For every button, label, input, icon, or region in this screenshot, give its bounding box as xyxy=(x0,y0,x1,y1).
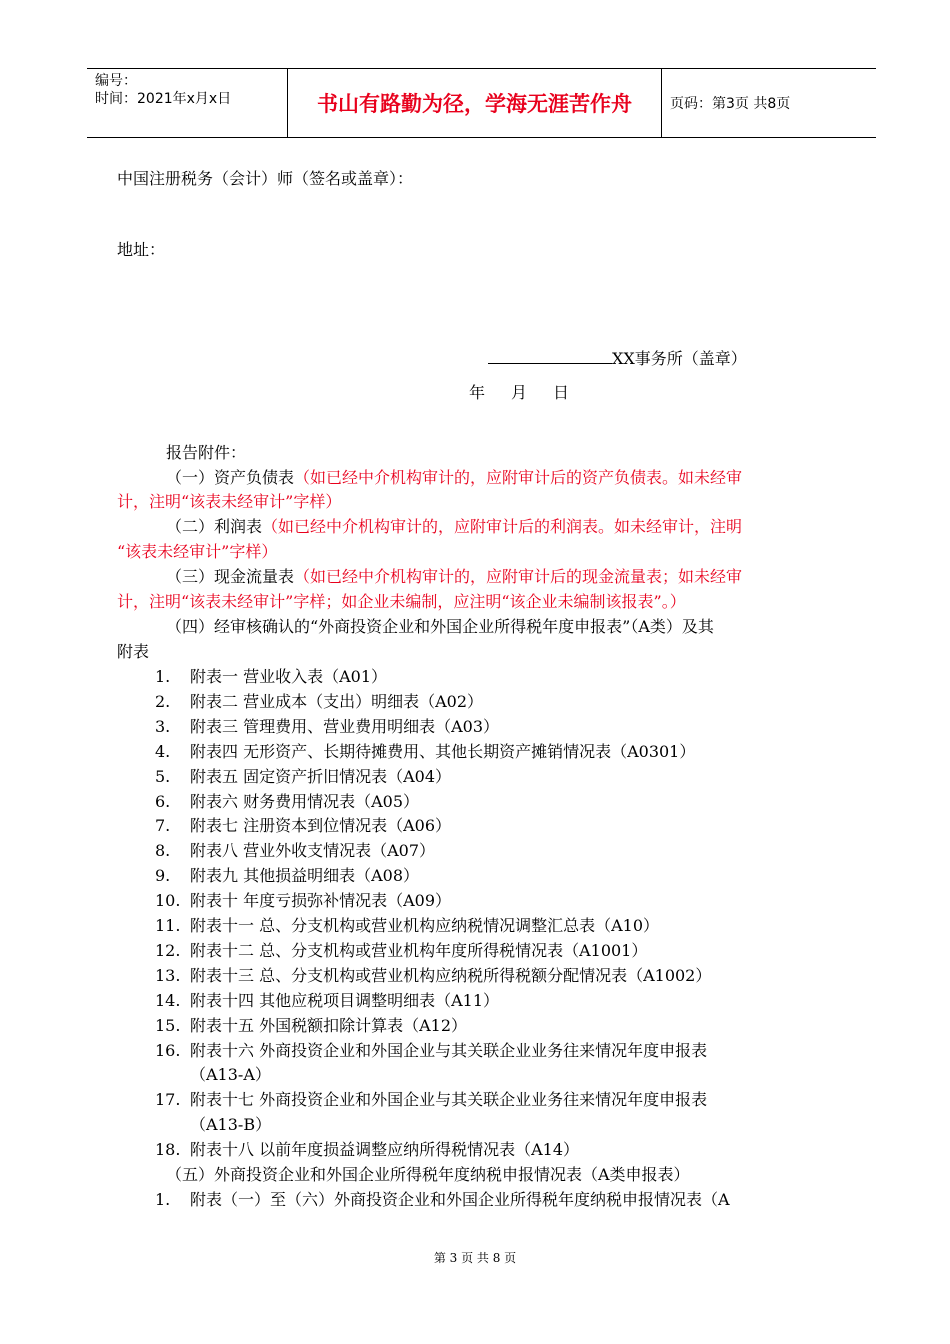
attachment-1-line2: 计，注明“该表未经审计”字样） xyxy=(117,492,342,511)
signature-underline xyxy=(488,347,612,364)
firm-seal-line xyxy=(488,347,747,369)
attachment-3-note: （如已经中介机构审计的，应附审计后的现金流量表；如未经审 xyxy=(294,567,743,586)
list-item xyxy=(155,1090,707,1110)
list-item-text: 附表十一 总、分支机构或营业机构应纳税情况调整汇总表（A10） xyxy=(190,916,660,935)
date-year: 年 xyxy=(469,383,486,402)
list-item xyxy=(155,1041,707,1061)
list-item-text: 附表十 年度亏损弥补情况表（A09） xyxy=(190,891,452,911)
list-item-number: 18. xyxy=(155,1140,181,1160)
attachment-3-line2: 计，注明“该表未经审计”字样；如企业未编制，应注明“该企业未编制该报表”。） xyxy=(117,592,686,611)
attachment-1-note: （如已经中介机构审计的，应附审计后的资产负债表。如未经审 xyxy=(294,468,743,487)
date-day: 日 xyxy=(553,383,570,402)
firm-label: XX事务所（盖章） xyxy=(612,349,747,368)
page-header xyxy=(87,68,876,138)
list-item-text: 附表九 其他损益明细表（A08） xyxy=(190,866,420,886)
list-item-text: 附表五 固定资产折旧情况表（A04） xyxy=(190,766,452,786)
list-item xyxy=(155,816,451,836)
list-item xyxy=(155,767,451,787)
page-footer: 第 3 页 共 8 页 xyxy=(433,1251,517,1265)
list-item-number: 1. xyxy=(155,667,171,686)
list-item xyxy=(155,866,419,886)
list-item-number: 16. xyxy=(155,1040,181,1060)
list-item xyxy=(155,667,387,687)
attachment-3-title: （三）现金流量表 xyxy=(166,567,295,586)
list-item-text: 附表六 财务费用情况表（A05） xyxy=(190,791,420,811)
list-item-text: 附表七 注册资本到位情况表（A06） xyxy=(190,816,452,836)
list-item xyxy=(155,991,499,1011)
list-item xyxy=(155,792,419,812)
list-item xyxy=(155,841,435,861)
list-item-text: 附表十五 外国税额扣除计算表（A12） xyxy=(190,1015,468,1035)
list-item-text: （A13-B） xyxy=(190,1115,272,1135)
list-item-number: 5. xyxy=(155,766,171,786)
attachment-5: （五）外商投资企业和外国企业所得税年度纳税申报情况表（A类申报表） xyxy=(166,1165,690,1184)
list-item-text: 附表八 营业外收支情况表（A07） xyxy=(190,841,436,861)
attachment-1-title: （一）资产负债表 xyxy=(166,468,295,487)
list-item-number: 7. xyxy=(155,816,171,836)
list-item xyxy=(155,692,483,712)
attachment-5-sub-item xyxy=(155,1190,730,1210)
attachments-heading: 报告附件： xyxy=(166,443,247,462)
list-item-number: 6. xyxy=(155,791,171,811)
list-item xyxy=(155,742,695,762)
header-page-info: 页码：第3页 共8页 xyxy=(670,96,791,112)
list-item-text: 附表十八 以前年度损益调整应纳所得税情况表（A14） xyxy=(190,1140,580,1160)
doc-number-label: 编号： xyxy=(95,73,137,89)
list-item-text: 附表三 管理费用、营业费用明细表（A03） xyxy=(190,716,500,736)
list-item-number: 4. xyxy=(155,741,171,761)
accountant-signature-label: 中国注册税务（会计）师（签名或盖章）： xyxy=(117,169,414,188)
list-item xyxy=(190,1115,271,1135)
list-item-text: （A13-A） xyxy=(190,1065,271,1085)
list-item-number: 15. xyxy=(155,1015,181,1035)
list-item-number: 1. xyxy=(155,1190,171,1209)
list-item-number: 9. xyxy=(155,866,171,886)
attachment-4-line1: （四）经审核确认的“外商投资企业和外国企业所得税年度申报表”（A类）及其 xyxy=(166,617,714,636)
list-item xyxy=(155,1140,579,1160)
list-item-number: 3. xyxy=(155,716,171,736)
list-item-text: 附表十四 其他应税项目调整明细表（A11） xyxy=(190,990,500,1010)
attachment-2-line2: “该表未经审计”字样） xyxy=(117,542,278,561)
address-label: 地址： xyxy=(117,240,166,259)
list-item-text: 附表十七 外商投资企业和外国企业与其关联企业业务往来情况年度申报表 xyxy=(190,1090,708,1110)
list-item-number: 17. xyxy=(155,1090,181,1110)
list-item xyxy=(155,1016,467,1036)
list-item-text: 附表四 无形资产、长期待摊费用、其他长期资产摊销情况表（A0301） xyxy=(190,741,696,761)
header-left-cell xyxy=(87,69,288,137)
attachment-4-line2: 附表 xyxy=(117,642,150,661)
list-item-number: 2. xyxy=(155,691,171,711)
list-item xyxy=(155,891,451,911)
list-item-text: 附表（一）至（六）外商投资企业和外国企业所得税年度纳税申报情况表（A xyxy=(190,1190,730,1209)
list-item-number: 14. xyxy=(155,990,181,1010)
list-item-text: 附表十六 外商投资企业和外国企业与其关联企业业务往来情况年度申报表 xyxy=(190,1040,708,1060)
attachment-3-line1 xyxy=(166,567,742,587)
attachment-2-line1 xyxy=(166,517,742,537)
header-motto: 书山有路勤为径，学海无涯苦作舟 xyxy=(288,69,662,137)
list-item-number: 8. xyxy=(155,841,171,861)
attachment-1-line1 xyxy=(166,468,742,488)
list-item-number: 10. xyxy=(155,891,181,911)
list-item xyxy=(155,717,499,737)
list-item-number: 12. xyxy=(155,940,181,960)
list-item xyxy=(155,941,647,961)
list-item-number: 13. xyxy=(155,965,181,985)
doc-time-label: 时间：2021年x月x日 xyxy=(95,91,232,107)
attachment-2-note: （如已经中介机构审计的，应附审计后的利润表。如未经审计，注明 xyxy=(262,517,743,536)
list-item-text: 附表二 营业成本（支出）明细表（A02） xyxy=(190,691,484,711)
list-item-text: 附表十三 总、分支机构或营业机构应纳税所得税额分配情况表（A1002） xyxy=(190,965,712,985)
list-item-number: 11. xyxy=(155,916,181,935)
list-item xyxy=(190,1065,271,1085)
date-month: 月 xyxy=(511,383,528,402)
list-item-text: 附表十二 总、分支机构或营业机构年度所得税情况表（A1001） xyxy=(190,940,648,960)
list-item-text: 附表一 营业收入表（A01） xyxy=(190,667,388,686)
list-item xyxy=(155,916,659,936)
attachment-2-title: （二）利润表 xyxy=(166,517,263,536)
list-item xyxy=(155,966,711,986)
date-line xyxy=(469,383,569,403)
